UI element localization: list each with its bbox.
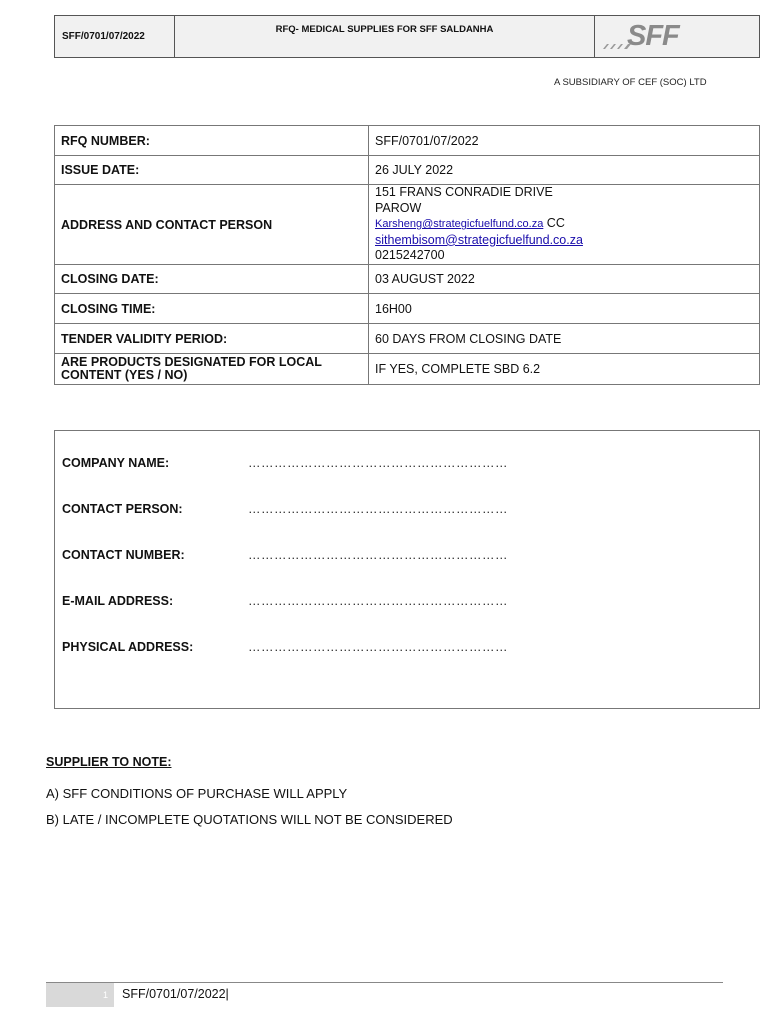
rfq-number-label: RFQ NUMBER: <box>55 126 369 156</box>
table-row <box>55 294 760 324</box>
note-item-a: A) SFF CONDITIONS OF PURCHASE WILL APPLY <box>46 786 348 801</box>
table-row <box>55 126 760 156</box>
table-row <box>55 265 760 294</box>
logo-text: SFF <box>627 20 679 52</box>
validity-label: TENDER VALIDITY PERIOD: <box>55 324 369 354</box>
email-address-label: E-MAIL ADDRESS: <box>62 594 174 608</box>
address-value <box>369 185 760 265</box>
closing-date-label: CLOSING DATE: <box>55 265 369 294</box>
physical-address-label: PHYSICAL ADDRESS: <box>62 640 194 654</box>
address-line-2: PAROW <box>375 200 422 215</box>
email-link-sithembisom[interactable]: sithembisom@strategicfuelfund.co.za <box>375 232 583 247</box>
note-item-b: B) LATE / INCOMPLETE QUOTATIONS WILL NOT BE CONSIDERED <box>46 812 453 827</box>
table-row <box>55 324 760 354</box>
issue-date-label: ISSUE DATE: <box>55 156 369 185</box>
email-link-karsheng[interactable]: Karsheng@strategicfuelfund.co.za <box>375 218 544 231</box>
contact-person-label: CONTACT PERSON: <box>62 502 183 516</box>
email-line-1 <box>375 216 753 233</box>
closing-time-value: 16H00 <box>369 294 760 324</box>
closing-date-value: 03 AUGUST 2022 <box>369 265 760 294</box>
footer-divider <box>46 982 723 983</box>
document-header <box>54 15 760 58</box>
contact-number-label: CONTACT NUMBER: <box>62 548 185 562</box>
local-content-label: ARE PRODUCTS DESIGNATED FOR LOCAL CONTENT (YES / NO) <box>55 354 369 385</box>
header-title: RFQ- MEDICAL SUPPLIES FOR SFF SALDANHA <box>175 16 595 57</box>
rfq-number-value: SFF/0701/07/2022 <box>369 126 760 156</box>
address-line-1: 151 FRANS CONRADIE DRIVE <box>375 185 553 200</box>
supplier-note-title: SUPPLIER TO NOTE: <box>46 755 172 769</box>
company-details-form <box>54 430 760 709</box>
address-label: ADDRESS AND CONTACT PERSON <box>55 185 369 265</box>
issue-date-value: 26 JULY 2022 <box>369 156 760 185</box>
footer-reference: SFF/0701/07/2022| <box>122 987 229 1001</box>
rfq-info-table <box>54 125 760 385</box>
phone-number: 0215242700 <box>375 248 445 263</box>
email-address-field[interactable]: …………………………………………………… <box>248 594 508 608</box>
email-line-2 <box>375 233 753 249</box>
table-row <box>55 156 760 185</box>
closing-time-label: CLOSING TIME: <box>55 294 369 324</box>
table-row <box>55 185 760 265</box>
subsidiary-note: A SUBSIDIARY OF CEF (SOC) LTD <box>554 77 707 88</box>
table-row <box>55 354 760 385</box>
validity-value: 60 DAYS FROM CLOSING DATE <box>369 324 760 354</box>
header-reference: SFF/0701/07/2022 <box>55 16 175 57</box>
cc-text: CC <box>543 216 565 231</box>
physical-address-field[interactable]: …………………………………………………… <box>248 640 508 654</box>
footer-page-number: 1 <box>46 983 114 1007</box>
local-content-value: IF YES, COMPLETE SBD 6.2 <box>369 354 760 385</box>
company-name-field[interactable]: …………………………………………………… <box>248 456 508 470</box>
contact-number-field[interactable]: …………………………………………………… <box>248 548 508 562</box>
contact-person-field[interactable]: …………………………………………………… <box>248 502 508 516</box>
company-name-label: COMPANY NAME: <box>62 456 170 470</box>
sff-logo <box>595 16 759 57</box>
